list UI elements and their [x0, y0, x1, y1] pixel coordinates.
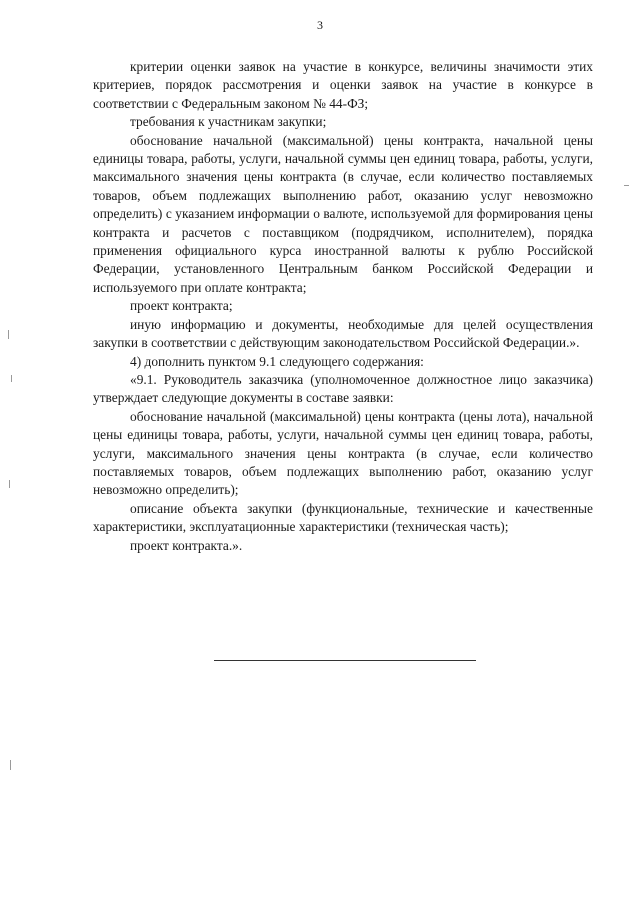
page-number: 3 [317, 18, 323, 32]
scan-mark [624, 185, 629, 186]
paragraph-price-justification: обоснование начальной (максимальной) цены контракта, начальной цены единицы товара, работы, услуги, начальной суммы цен единиц товара, работы, услуги, максимального значения цены контракта (в случае, если количество поставляемых товаров, объем подлежащих выполнению работ, оказанию услуг невозможно определить) с указанием информации о валюте, используемой для формирования цены контракта и расчетов с поставщиком (подрядчиком, исполнителем), порядка применения официального курса иностранной валюты к рублю Российской Федерации, установленного Центральным банком Российской Федерации и используемого при оплате контракта; [93, 132, 593, 295]
paragraph-clause-9-1: «9.1. Руководитель заказчика (уполномоченное должностное лицо заказчика) утверждает следующие документы в составе заявки: [93, 371, 593, 406]
scan-mark [9, 480, 10, 488]
paragraph-draft-contract: проект контракта; [130, 298, 233, 314]
paragraph-participant-requirements: требования к участникам закупки; [130, 114, 327, 130]
paragraph-procurement-description: описание объекта закупки (функциональные, технические и качественные характеристики, эксплуатационные характеристики (техническая часть); [93, 500, 593, 535]
paragraph-other-information: иную информацию и документы, необходимые для целей осуществления закупки в соответствии с действующим законодательством Российской Федерации.». [93, 316, 593, 351]
paragraph-amendment-item-4: 4) дополнить пунктом 9.1 следующего содержания: [130, 353, 424, 369]
end-of-text-rule [214, 660, 476, 661]
paragraph-lot-price-justification: обоснование начальной (максимальной) цены контракта (цены лота), начальной цены единицы товара, работы, услуги, начальной суммы цен единиц товара, работы, услуги, максимального значения цены контракта (в случае, если количество поставляемых товаров, объем подлежащих выполнению работ, оказанию услуг невозможно определить); [93, 408, 593, 498]
paragraph-evaluation-criteria: критерии оценки заявок на участие в конкурсе, величины значимости этих критериев, порядок рассмотрения и оценки заявок на участие в конкурсе в соответствии с Федеральным законом № 44-ФЗ; [93, 59, 593, 111]
scan-mark [10, 760, 11, 770]
scan-mark [8, 330, 9, 339]
paragraph-final-draft-contract: проект контракта.». [130, 537, 243, 553]
scan-mark [11, 375, 12, 382]
document-body [93, 58, 593, 555]
